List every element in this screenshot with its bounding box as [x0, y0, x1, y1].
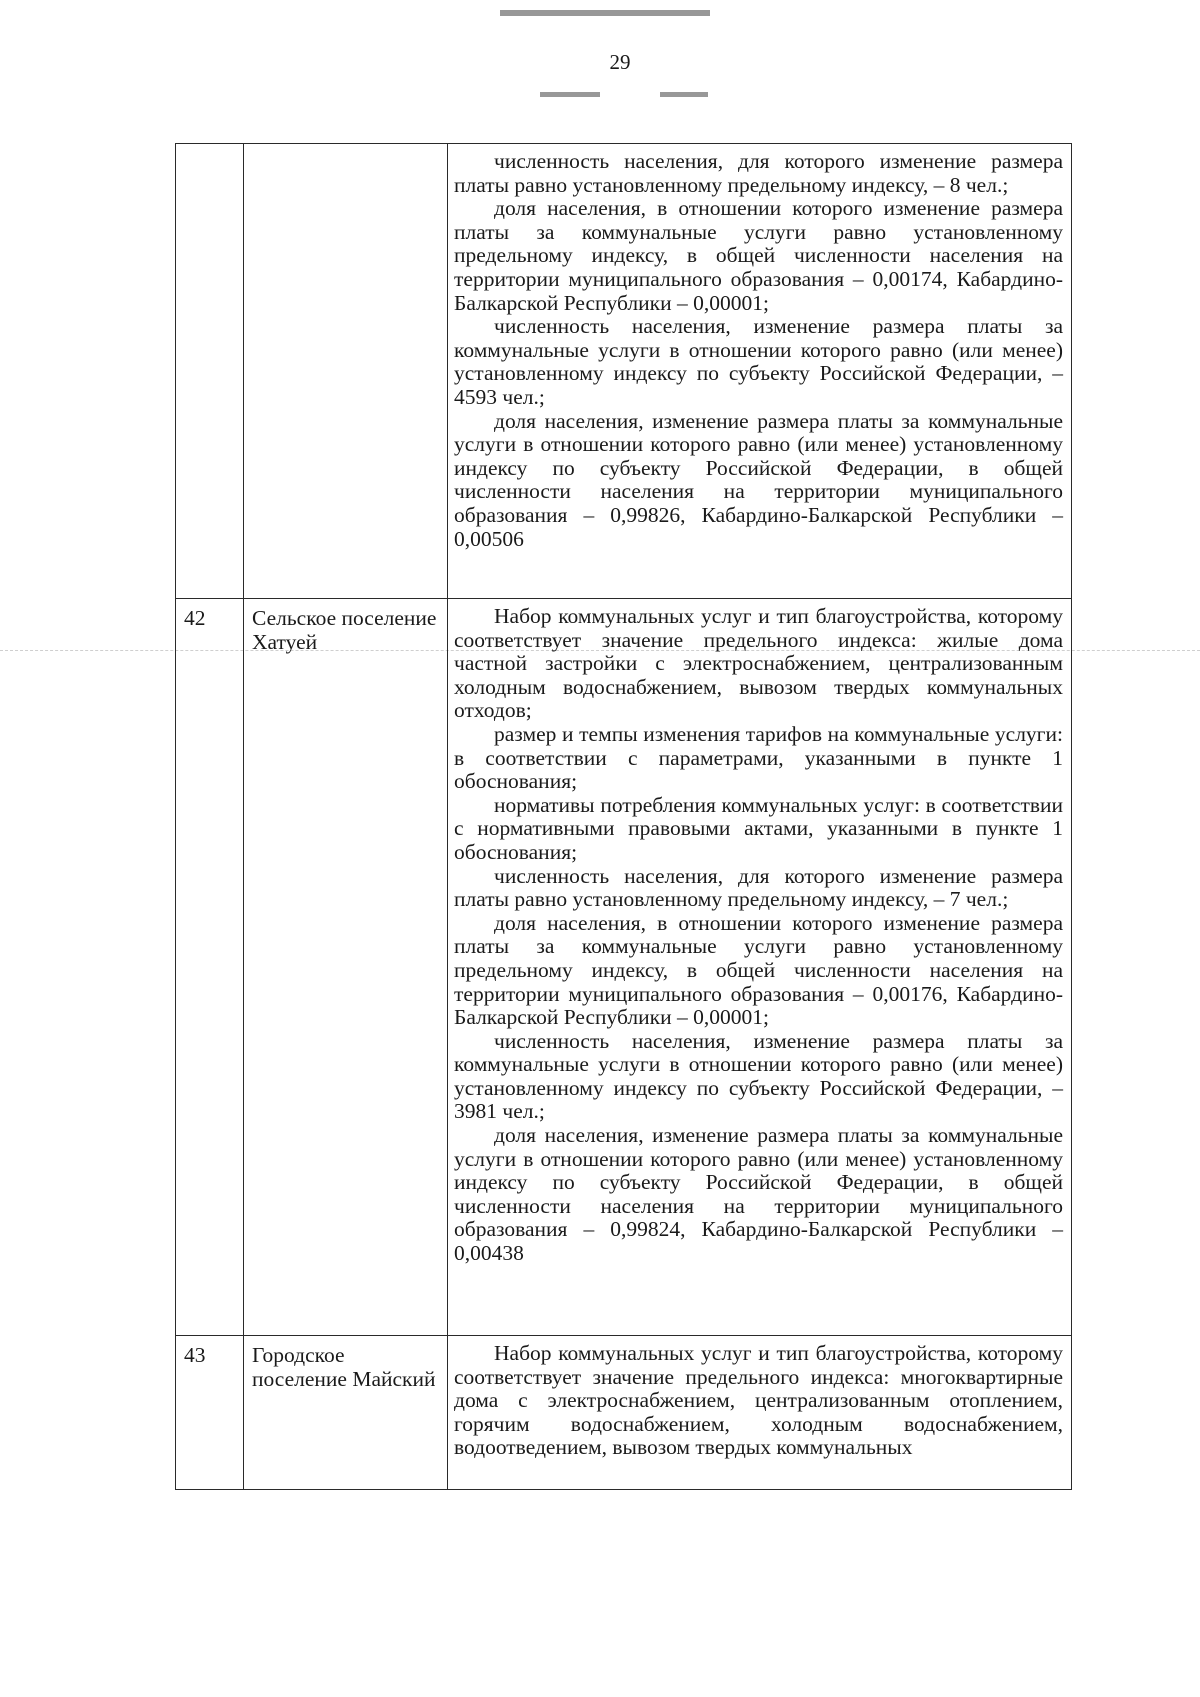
description-cell [448, 144, 1072, 599]
paragraph: доля населения, изменение размера платы за коммунальные услуги в отношении которого равно (или менее) установленному индексу по субъекту Российской Федерации, в общей численности населения на территории муниципального образования – 0,99824, Кабардино-Балкарской Республики – 0,00438 [454, 1123, 1063, 1266]
description-cell [448, 599, 1072, 1336]
table-row [176, 144, 1072, 599]
document-table [175, 143, 1072, 1490]
paragraph: Набор коммунальных услуг и тип благоустройства, которому соответствует значение предельного индекса: многоквартирные дома с электроснабжением, централизованным отоплением, горячим водоснабжением, холодным водоснабжением, водоотведением, вывозом твердых коммунальных [454, 1341, 1063, 1460]
paragraph: размер и темпы изменения тарифов на коммунальные услуги: в соответствии с параметрами, указанными в пункте 1 обоснования; [454, 721, 1063, 794]
paragraph: численность населения, изменение размера платы за коммунальные услуги в отношении которого равно (или менее) установленному индексу по субъекту Российской Федерации, – 3981 чел.; [454, 1028, 1063, 1124]
row-number: 43 [176, 1336, 244, 1490]
municipality-name [244, 144, 448, 599]
page-number: 29 [609, 50, 631, 74]
paragraph: численность населения, для которого изменение размера платы равно установленному предельному индексу, – 7 чел.; [454, 863, 1063, 912]
row-number: 42 [176, 599, 244, 1336]
paragraph: доля населения, изменение размера платы за коммунальные услуги в отношении которого равно (или менее) установленному индексу по субъекту Российской Федерации, в общей численности населения на территории муниципального образования – 0,99826, Кабардино-Балкарской Республики – 0,00506 [454, 408, 1063, 551]
table-row [176, 1336, 1072, 1490]
scan-artifact [540, 92, 600, 97]
table-row [176, 599, 1072, 1336]
paragraph: нормативы потребления коммунальных услуг: в соответствии с нормативными правовыми актами, указанными в пункте 1 обоснования; [454, 792, 1063, 864]
paragraph: Набор коммунальных услуг и тип благоустройства, которому соответствует значение предельного индекса: жилые дома частной застройки с электроснабжением, централизованным холодным водоснабжением, вывозом твердых коммунальных отходов; [454, 604, 1063, 723]
paragraph: доля населения, в отношении которого изменение размера платы за коммунальные услуги равно установленному предельному индексу, в общей численности населения на территории муниципального образования – 0,00174, Кабардино-Балкарской Республики – 0,00001; [454, 196, 1063, 315]
row-number [176, 144, 244, 599]
scan-artifact [660, 92, 708, 97]
description-cell [448, 1336, 1072, 1490]
paragraph: численность населения, для которого изменение размера платы равно установленному предельному индексу, – 8 чел.; [454, 149, 1063, 197]
paragraph: численность населения, изменение размера платы за коммунальные услуги в отношении которого равно (или менее) установленному индексу по субъекту Российской Федерации, – 4593 чел.; [454, 314, 1063, 409]
municipality-name: Городское поселение Майский [244, 1336, 448, 1490]
municipality-name: Сельское поселение Хатуей [244, 599, 448, 1336]
paragraph: доля населения, в отношении которого изменение размера платы за коммунальные услуги равно установленному предельному индексу, в общей численности населения на территории муниципального образования – 0,00176, Кабардино-Балкарской Республики – 0,00001; [454, 910, 1063, 1030]
scan-artifact [500, 10, 710, 16]
